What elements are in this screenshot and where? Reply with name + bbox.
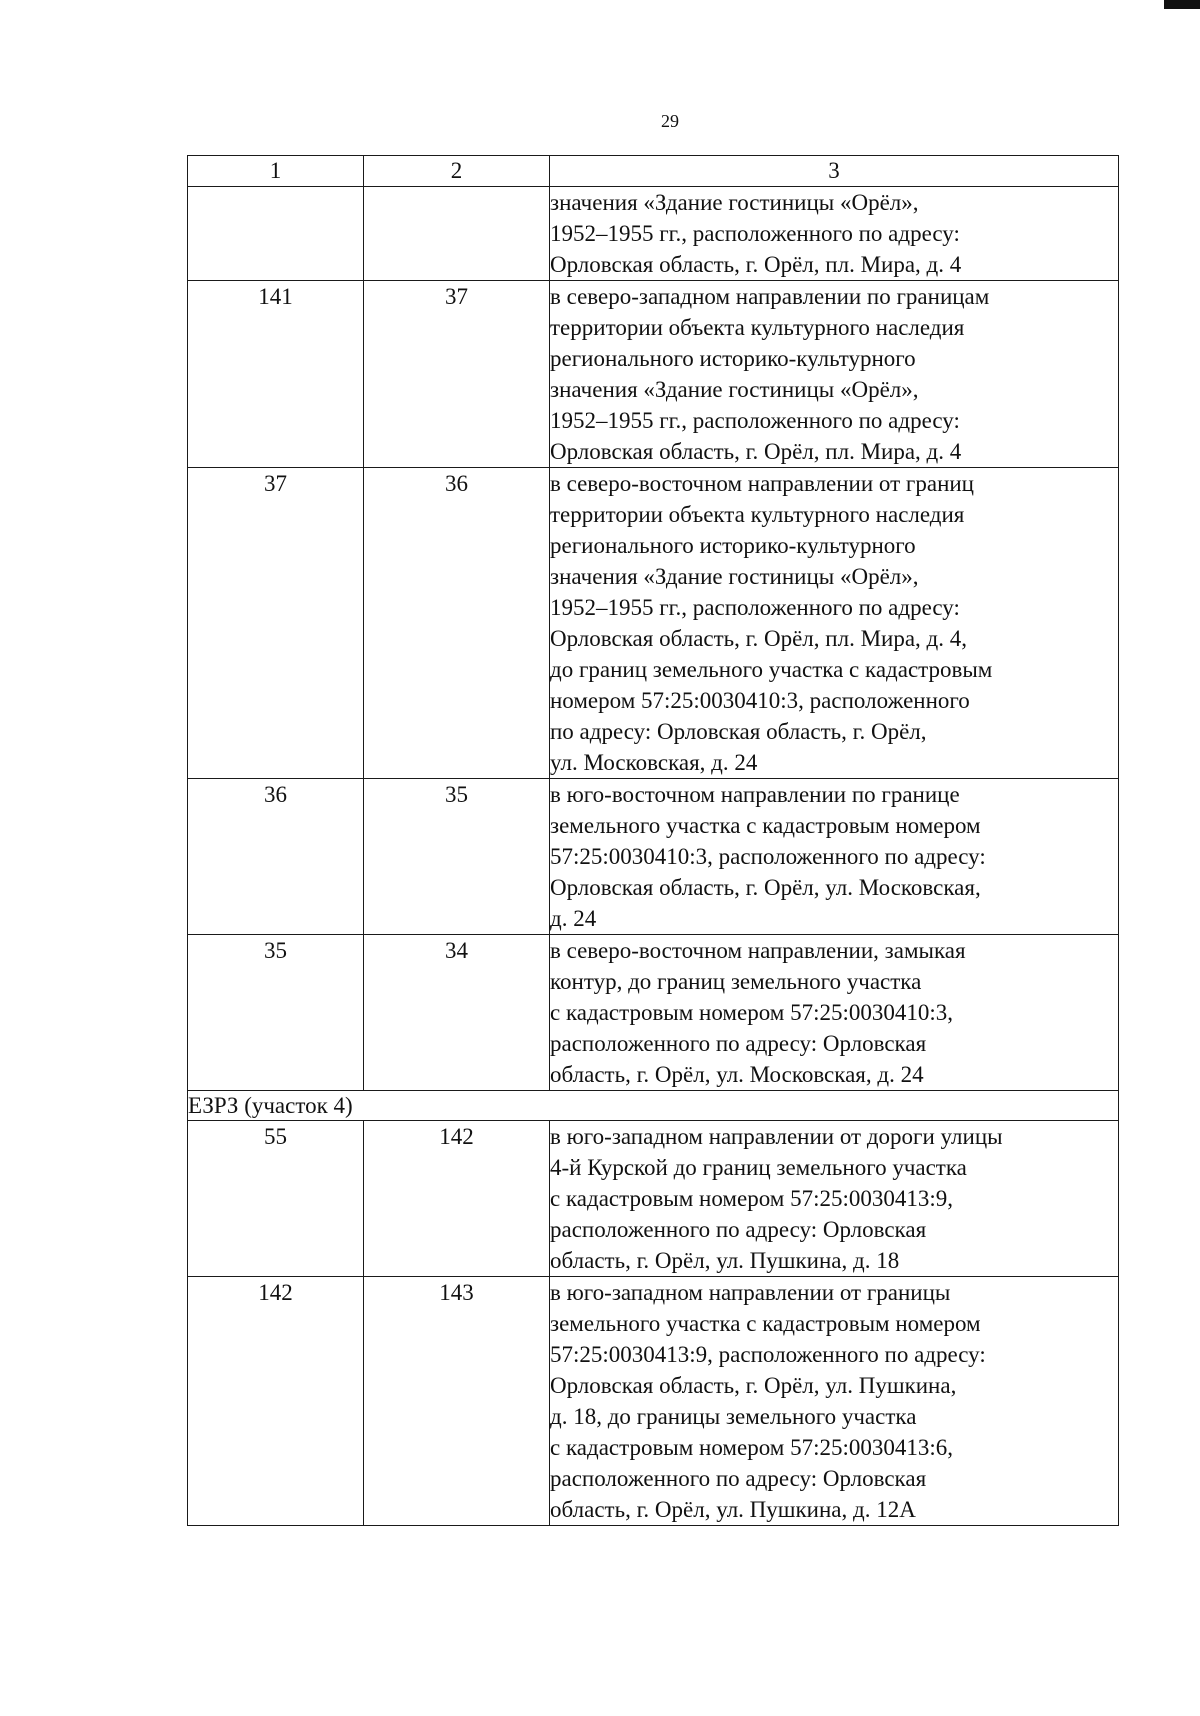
description-line: регионального историко-культурного [550, 346, 916, 371]
description-line: область, г. Орёл, ул. Московская, д. 24 [550, 1062, 924, 1087]
description-line: в северо-восточном направлении, замыкая [550, 938, 966, 963]
description-line: контур, до границ земельного участка [550, 969, 922, 994]
table-row [188, 935, 1119, 1091]
description-line: до границ земельного участка с кадастровым [550, 657, 993, 682]
description-line: 1952–1955 гг., расположенного по адресу: [550, 221, 960, 246]
boundary-description-cell [550, 779, 1119, 935]
boundary-description-cell [550, 935, 1119, 1091]
description-line: Орловская область, г. Орёл, ул. Пушкина, [550, 1373, 957, 1398]
description-line: в юго-западном направлении от границы [550, 1280, 951, 1305]
point-from-cell: 141 [188, 281, 364, 468]
description-line: в северо-восточном направлении от границ [550, 471, 974, 496]
description-line: значения «Здание гостиницы «Орёл», [550, 190, 919, 215]
table-row [188, 1277, 1119, 1526]
description-line: 57:25:0030413:9, расположенного по адресу: [550, 1342, 986, 1367]
description-line: область, г. Орёл, ул. Пушкина, д. 18 [550, 1248, 900, 1273]
description-line: д. 18, до границы земельного участка [550, 1404, 917, 1429]
column-header-3: 3 [550, 156, 1119, 187]
description-line: ул. Московская, д. 24 [550, 750, 758, 775]
description-line: в северо-западном направлении по границам [550, 284, 990, 309]
description-line: расположенного по адресу: Орловская [550, 1217, 927, 1242]
description-line: с кадастровым номером 57:25:0030410:3, [550, 1000, 953, 1025]
description-line: 1952–1955 гг., расположенного по адресу: [550, 408, 960, 433]
section-row [188, 1091, 1119, 1121]
description-line: территории объекта культурного наследия [550, 315, 965, 340]
description-line: территории объекта культурного наследия [550, 502, 965, 527]
point-from-cell: 37 [188, 468, 364, 779]
table-row [188, 1121, 1119, 1277]
boundary-description-cell [550, 1277, 1119, 1526]
point-from-cell: 35 [188, 935, 364, 1091]
description-line: в юго-западном направлении от дороги улицы [550, 1124, 1003, 1149]
description-line: по адресу: Орловская область, г. Орёл, [550, 719, 927, 744]
boundary-description-cell [550, 1121, 1119, 1277]
boundary-table [187, 155, 1119, 1526]
column-header-1: 1 [188, 156, 364, 187]
section-label: ЕЗРЗ (участок 4) [188, 1091, 1119, 1121]
page-number: 29 [661, 111, 679, 131]
description-line: расположенного по адресу: Орловская [550, 1466, 927, 1491]
description-line: регионального историко-культурного [550, 533, 916, 558]
description-line: д. 24 [550, 906, 597, 931]
table-row [188, 187, 1119, 281]
boundary-description-cell [550, 468, 1119, 779]
description-line: расположенного по адресу: Орловская [550, 1031, 927, 1056]
description-line: с кадастровым номером 57:25:0030413:9, [550, 1186, 953, 1211]
column-header-2: 2 [364, 156, 550, 187]
point-to-cell: 34 [364, 935, 550, 1091]
description-line: значения «Здание гостиницы «Орёл», [550, 564, 919, 589]
table-row [188, 281, 1119, 468]
point-from-cell [188, 187, 364, 281]
scan-corner-mark [1164, 0, 1200, 9]
table-row [188, 779, 1119, 935]
boundary-description-cell [550, 281, 1119, 468]
description-line: Орловская область, г. Орёл, пл. Мира, д. 4, [550, 626, 967, 651]
point-to-cell: 142 [364, 1121, 550, 1277]
point-to-cell [364, 187, 550, 281]
description-line: номером 57:25:0030410:3, расположенного [550, 688, 970, 713]
point-from-cell: 36 [188, 779, 364, 935]
description-line: с кадастровым номером 57:25:0030413:6, [550, 1435, 953, 1460]
point-to-cell: 35 [364, 779, 550, 935]
point-from-cell: 55 [188, 1121, 364, 1277]
table-row [188, 468, 1119, 779]
description-line: 4-й Курской до границ земельного участка [550, 1155, 967, 1180]
table-body [188, 187, 1119, 1526]
description-line: в юго-восточном направлении по границе [550, 782, 960, 807]
table-header-row [188, 156, 1119, 187]
description-line: земельного участка с кадастровым номером [550, 813, 981, 838]
description-line: земельного участка с кадастровым номером [550, 1311, 981, 1336]
description-line: 57:25:0030410:3, расположенного по адресу: [550, 844, 986, 869]
point-to-cell: 143 [364, 1277, 550, 1526]
boundary-description-cell [550, 187, 1119, 281]
description-line: 1952–1955 гг., расположенного по адресу: [550, 595, 960, 620]
description-line: Орловская область, г. Орёл, пл. Мира, д. 4 [550, 439, 962, 464]
point-to-cell: 37 [364, 281, 550, 468]
description-line: Орловская область, г. Орёл, ул. Московская, [550, 875, 981, 900]
point-from-cell: 142 [188, 1277, 364, 1526]
point-to-cell: 36 [364, 468, 550, 779]
description-line: Орловская область, г. Орёл, пл. Мира, д. 4 [550, 252, 962, 277]
description-line: значения «Здание гостиницы «Орёл», [550, 377, 919, 402]
description-line: область, г. Орёл, ул. Пушкина, д. 12А [550, 1497, 916, 1522]
